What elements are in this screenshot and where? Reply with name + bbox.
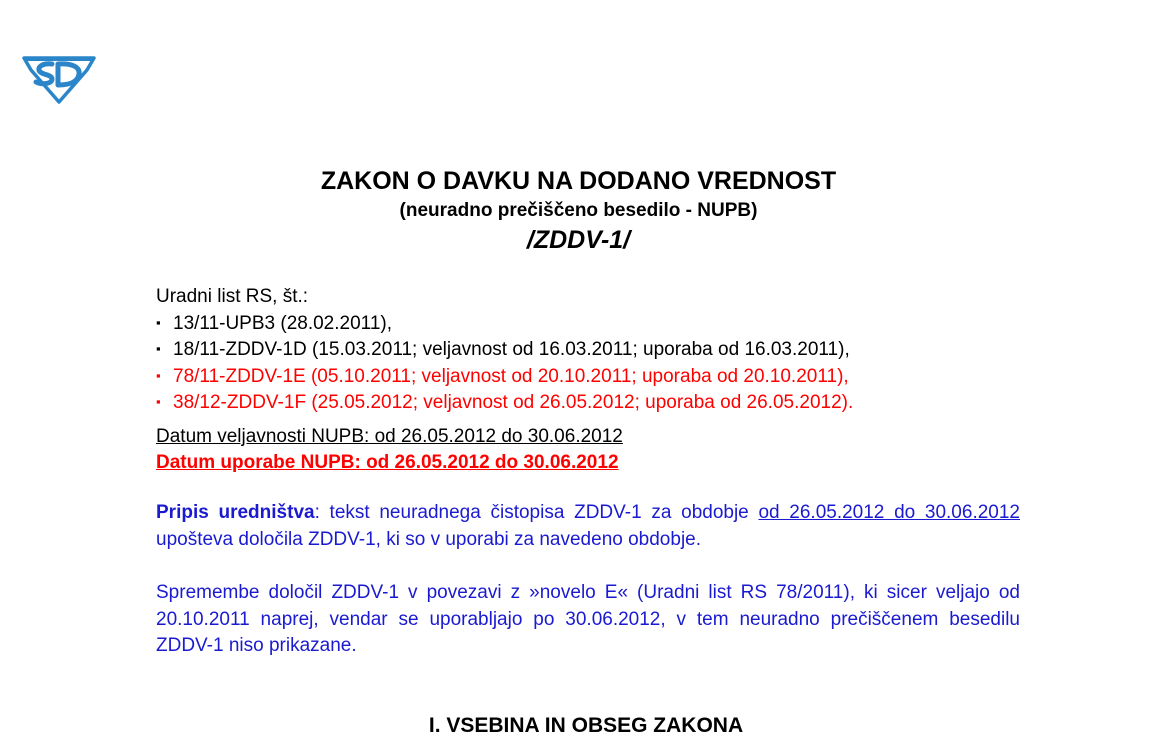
editorial-note-text: : tekst neuradnega čistopisa ZDDV-1 za obdobje	[314, 502, 759, 523]
sd-logo-icon	[22, 52, 96, 104]
document-subtitle: (neuradno prečiščeno besedilo - NUPB)	[399, 200, 758, 221]
gazette-item	[156, 389, 1020, 416]
editorial-note-period: od 26.05.2012 do 30.06.2012	[758, 502, 1020, 523]
editorial-note	[156, 500, 1020, 553]
bullet-icon: ▪	[156, 394, 161, 409]
gazette-references	[156, 284, 1020, 416]
document-title: ZAKON O DAVKU NA DODANO VREDNOST	[320, 167, 837, 195]
editorial-note-text-end: upošteva določila ZDDV-1, ki so v uporabi za navedeno obdobje.	[156, 528, 702, 550]
section-heading: I. VSEBINA IN OBSEG ZAKONA	[428, 714, 744, 737]
bullet-icon: ▪	[156, 367, 161, 383]
gazette-item	[156, 363, 1020, 390]
gazette-item	[156, 310, 1020, 337]
gazette-item-text: 78/11-ZDDV-1E (05.10.2011; veljavnost od 20.10.2011; uporaba od 20.10.2011),	[173, 365, 849, 387]
nupb-dates	[156, 424, 1020, 476]
validity-date: Datum veljavnosti NUPB: od 26.05.2012 do 30.06.2012	[156, 426, 623, 447]
gazette-item-text: 18/11-ZDDV-1D (15.03.2011; veljavnost od 16.03.2011; uporaba od 16.03.2011),	[173, 339, 850, 360]
gazette-item-text: 13/11-UPB3 (28.02.2011),	[173, 312, 392, 334]
editorial-note-label: Pripis uredništva	[156, 502, 315, 523]
changes-note: Spremembe določil ZDDV-1 v povezavi z »novelo E« (Uradni list RS 78/2011), ki sicer veljajo od 20.10.2011 naprej, vendar se uporabljajo po 30.06.2012, v tem neuradno prečiščenem besedilu ZDDV-1 niso prikazane.	[156, 582, 1020, 656]
application-date: Datum uporabe NUPB: od 26.05.2012 do 30.06.2012	[156, 452, 619, 473]
law-abbreviation: /ZDDV-1/	[526, 226, 631, 254]
gazette-intro: Uradni list RS, št.:	[156, 286, 309, 307]
gazette-item	[156, 336, 1020, 363]
bullet-icon: ▪	[156, 341, 161, 356]
bullet-icon: ▪	[156, 314, 161, 330]
gazette-item-text: 38/12-ZDDV-1F (25.05.2012; veljavnost od 26.05.2012; uporaba od 26.05.2012).	[173, 392, 854, 413]
